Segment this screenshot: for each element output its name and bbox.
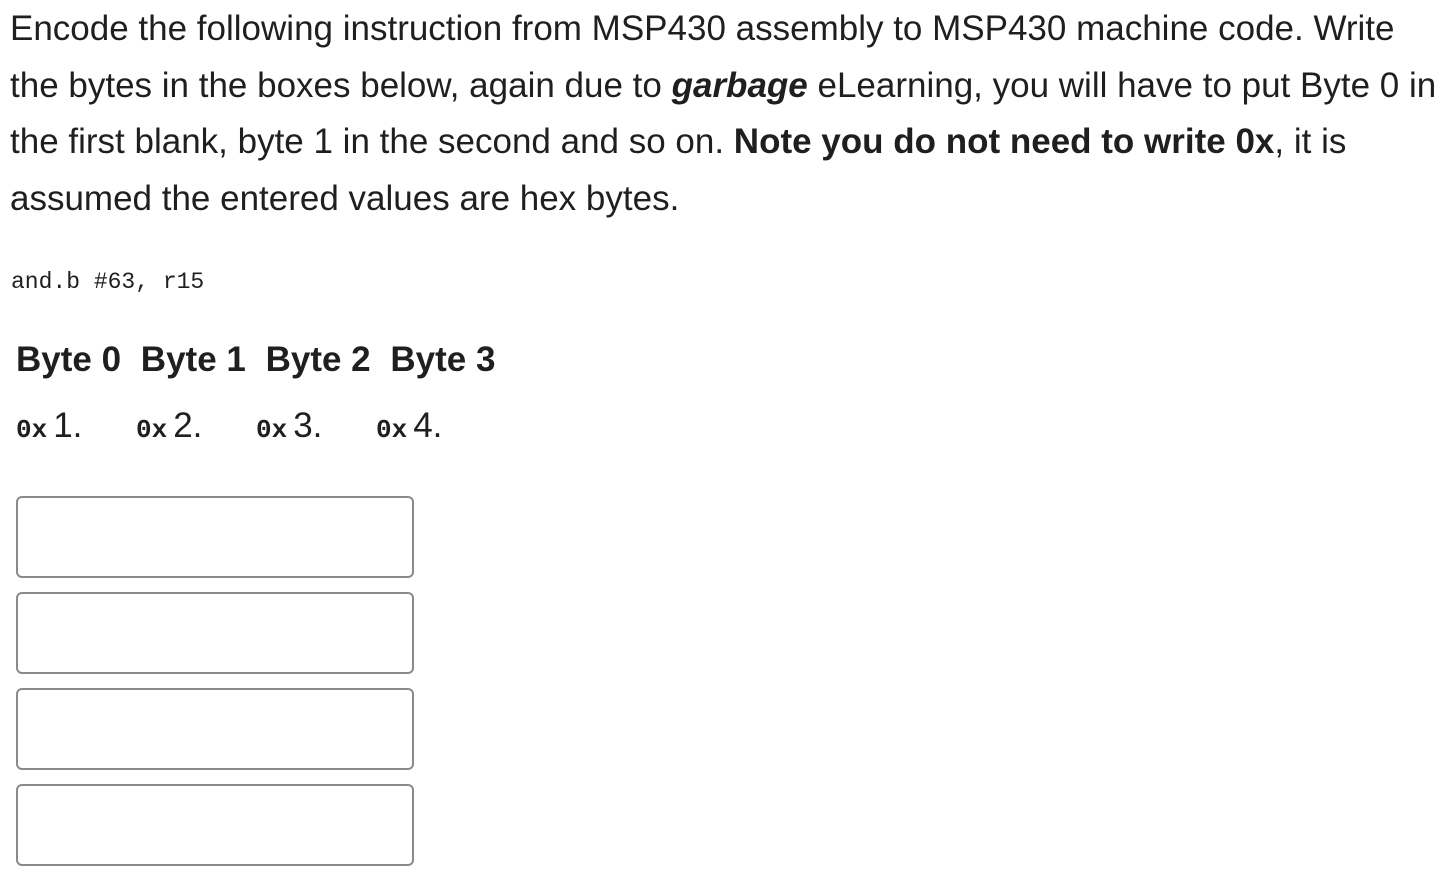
- blank-label-2: [136, 402, 256, 457]
- blank-labels: [16, 402, 496, 457]
- assembly-instruction: and.b #63, r15: [11, 269, 205, 295]
- byte-headers: [16, 336, 495, 384]
- question-text: [10, 0, 1444, 227]
- question-middle: eLearning, you will have to put Byte 0 in the first blank, byte 1 in the second and so on.: [10, 65, 1437, 161]
- hex-prefix: 0x: [136, 415, 168, 445]
- question-note: Note you do not need to write 0x: [733, 122, 1275, 161]
- question-emphasis: garbage: [671, 65, 808, 105]
- blank-number: 2.: [173, 406, 203, 445]
- question-intro: Encode the following instruction from MSP430 assembly to MSP430 machine code. Write the bytes in the boxes below, again due to: [10, 9, 1395, 105]
- question-end: , it is assumed the entered values are hex bytes.: [10, 122, 1347, 218]
- blank-number: 4.: [413, 406, 443, 445]
- byte-header-3: Byte 3: [390, 340, 496, 379]
- answer-input-4[interactable]: [16, 784, 414, 866]
- answer-input-1[interactable]: [16, 496, 414, 578]
- byte-header-1: Byte 1: [140, 340, 246, 379]
- blank-label-4: [376, 402, 496, 457]
- answer-input-3[interactable]: [16, 688, 414, 770]
- byte-header-0: Byte 0: [16, 340, 122, 379]
- blank-number: 1.: [53, 406, 83, 445]
- blank-number: 3.: [293, 406, 323, 445]
- blank-label-3: [256, 402, 376, 457]
- hex-prefix: 0x: [256, 415, 288, 445]
- blank-label-1: [16, 402, 136, 457]
- answer-input-2[interactable]: [16, 592, 414, 674]
- hex-prefix: 0x: [376, 415, 408, 445]
- hex-prefix: 0x: [16, 415, 48, 445]
- byte-header-2: Byte 2: [265, 340, 371, 379]
